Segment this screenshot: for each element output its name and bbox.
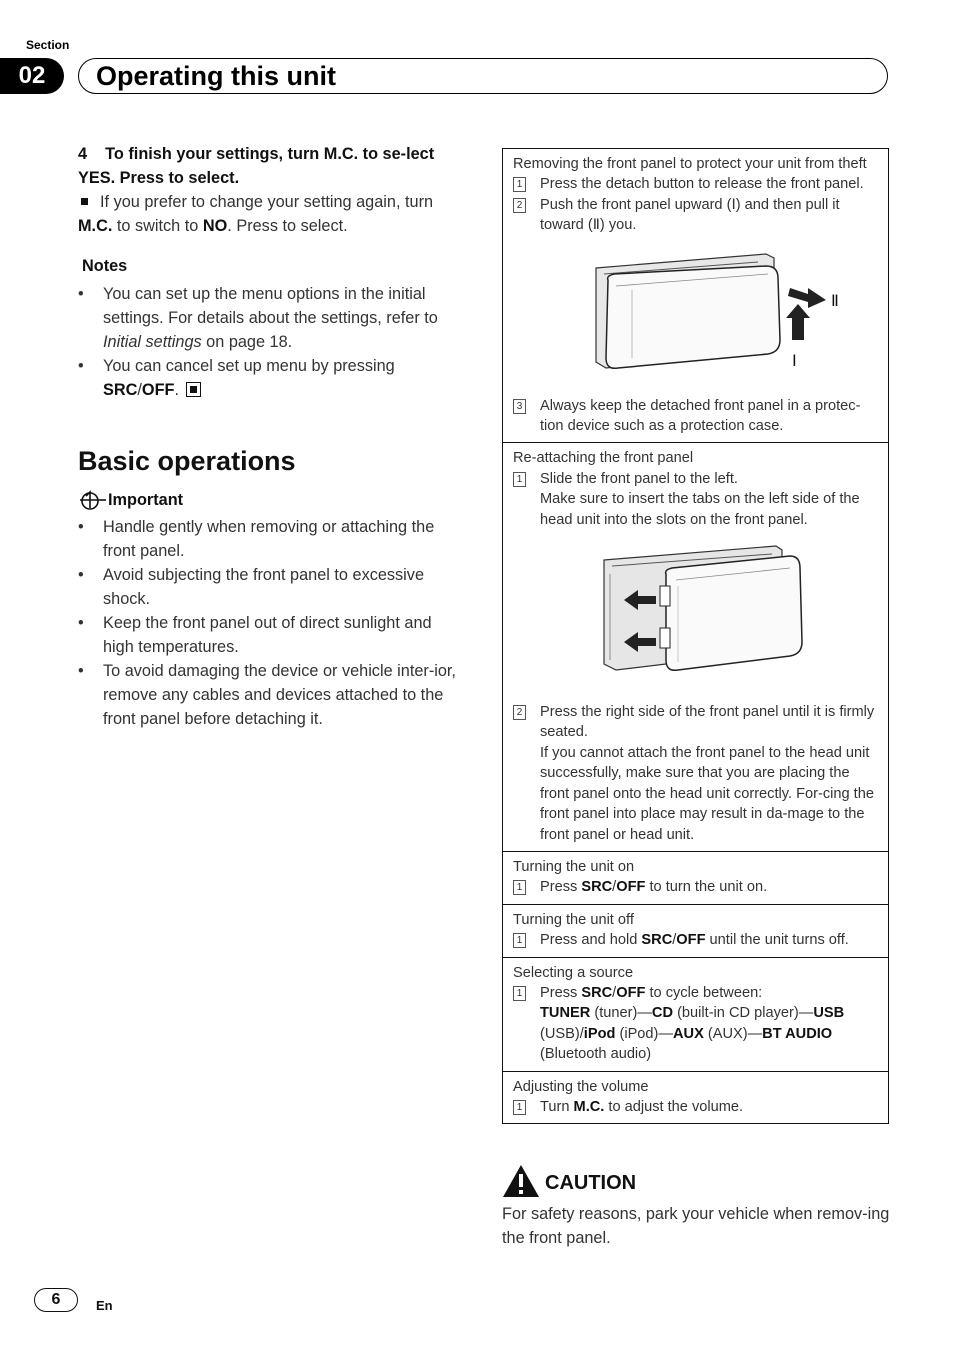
note-item xyxy=(78,354,466,402)
turn-off-cell xyxy=(503,904,888,957)
step-4-heading xyxy=(78,142,466,190)
attach-panel-illustration xyxy=(546,530,846,702)
step-4-bullet xyxy=(78,190,466,238)
important-item xyxy=(78,515,466,563)
source-step-1 xyxy=(513,983,878,1065)
bullet-dot-icon: • xyxy=(78,518,84,536)
notes-block xyxy=(78,254,466,402)
removing-step-2 xyxy=(513,195,878,236)
bullet-dot-icon: • xyxy=(78,566,84,584)
step-number-box: 1 xyxy=(513,177,526,192)
volume-step-1 xyxy=(513,1097,878,1117)
section-number: 02 xyxy=(0,58,64,94)
step-4-block xyxy=(78,142,466,238)
turn-off-step-1 xyxy=(513,930,878,950)
step-note: Make sure to insert the tabs on the left side of the head unit into the slots on the front panel. xyxy=(540,491,860,528)
source-title: Selecting a source xyxy=(513,964,634,981)
source-aux: AUX xyxy=(672,1025,704,1042)
src-label: SRC xyxy=(641,932,673,949)
removing-cell xyxy=(503,149,888,442)
source-cd: CD xyxy=(651,1005,674,1022)
separator: / xyxy=(612,879,617,896)
caution-title: CAUTION xyxy=(545,1172,637,1194)
step-number-box: 1 xyxy=(513,1100,526,1115)
removing-illustration xyxy=(513,236,878,396)
step-note: If you cannot attach the front panel to the head unit successfully, make sure that you are placing the front panel onto the head unit correctly. For-cing the front panel into place may result in da-mage to the front panel or head unit. xyxy=(540,744,874,843)
turn-on-title: Turning the unit on xyxy=(513,858,635,875)
step-text: Turn xyxy=(540,1098,574,1115)
basic-operations-heading: Basic operations xyxy=(78,446,296,476)
important-heading xyxy=(78,488,466,512)
bullet-text: to switch to xyxy=(112,217,203,235)
important-block xyxy=(78,488,466,731)
note-reference: Initial settings xyxy=(103,333,202,351)
square-bullet-icon xyxy=(81,198,88,205)
reattaching-illustration xyxy=(513,530,878,702)
fig-label-1: Ⅰ xyxy=(791,352,797,370)
warning-icon xyxy=(502,1164,540,1198)
step-number-box: 3 xyxy=(513,399,526,414)
step-number-box: 1 xyxy=(513,880,526,895)
important-text: Keep the front panel out of direct sunlight and high temperatures. xyxy=(103,614,432,656)
source-bt-audio: BT AUDIO xyxy=(762,1025,833,1042)
bullet-dot-icon: • xyxy=(78,357,84,375)
important-icon xyxy=(78,490,108,510)
notes-title: Notes xyxy=(82,257,128,275)
note-text: on page 18. xyxy=(201,333,293,351)
separator: / xyxy=(137,381,142,399)
reattaching-cell xyxy=(503,442,888,850)
note-text: . xyxy=(174,381,180,399)
step-number-box: 1 xyxy=(513,986,526,1001)
off-label: OFF xyxy=(141,381,175,399)
source-tuner: TUNER xyxy=(540,1005,591,1022)
step-text: Press xyxy=(540,984,582,1001)
operations-table xyxy=(502,148,889,1124)
src-label: SRC xyxy=(581,879,613,896)
turn-on-step-1 xyxy=(513,877,878,897)
reattaching-title: Re-attaching the front panel xyxy=(513,450,694,467)
step-number-box: 1 xyxy=(513,933,526,948)
step-number: 4 xyxy=(78,145,88,163)
source-desc: (USB)/ xyxy=(540,1025,584,1042)
end-mark-icon xyxy=(186,382,201,397)
step-heading-text: To finish your settings, turn M.C. to se-lect YES. Press to select. xyxy=(78,145,435,187)
source-usb: USB xyxy=(813,1005,845,1022)
page-title: Operating this unit xyxy=(96,61,336,91)
src-label: SRC xyxy=(103,381,138,399)
bullet-dot-icon: • xyxy=(78,285,84,303)
mc-label: M.C. xyxy=(78,217,113,235)
note-item xyxy=(78,282,466,354)
step-text: Press the right side of the front panel until it is firmly seated. xyxy=(540,704,875,741)
important-item xyxy=(78,611,466,659)
detach-panel-illustration xyxy=(546,236,846,396)
bullet-dot-icon: • xyxy=(78,662,84,680)
step-number-box: 2 xyxy=(513,198,526,213)
step-text: Press the detach button to release the front panel. xyxy=(540,176,864,193)
step-text: Press xyxy=(540,879,582,896)
bullet-text: If you prefer to change your setting again, turn xyxy=(100,193,434,211)
no-label: NO xyxy=(202,217,228,235)
volume-title: Adjusting the volume xyxy=(513,1078,649,1095)
fig-label-2: Ⅱ xyxy=(830,292,839,310)
turn-on-cell xyxy=(503,851,888,904)
note-text: You can set up the menu options in the initial settings. For details about the settings, refer to xyxy=(103,285,438,327)
caution-text: For safety reasons, park your vehicle when remov-ing the front panel. xyxy=(502,1205,890,1247)
separator: / xyxy=(612,984,617,1001)
off-label: OFF xyxy=(616,984,646,1001)
volume-cell xyxy=(503,1071,888,1124)
step-text: to turn the unit on. xyxy=(645,879,768,896)
step-text: Always keep the detached front panel in a protec-tion device such as a protection case. xyxy=(540,397,861,435)
source-cell xyxy=(503,957,888,1071)
section-label: Section xyxy=(26,38,70,52)
reattaching-step-2 xyxy=(513,702,878,845)
important-text: Avoid subjecting the front panel to excessive shock. xyxy=(103,566,424,608)
removing-step-1 xyxy=(513,174,878,194)
important-text: Handle gently when removing or attaching the front panel. xyxy=(103,518,435,560)
step-number-box: 1 xyxy=(513,472,526,487)
mc-label: M.C. xyxy=(573,1098,605,1115)
source-desc: (Bluetooth audio) xyxy=(540,1046,652,1063)
page-number: 6 xyxy=(34,1288,78,1312)
step-text: Push the front panel upward (Ⅰ) and then pull it toward (Ⅱ) you. xyxy=(540,196,840,234)
step-text: Slide the front panel to the left. xyxy=(540,470,738,487)
step-text: until the unit turns off. xyxy=(705,932,849,949)
turn-off-title: Turning the unit off xyxy=(513,911,634,928)
step-text: Press and hold xyxy=(540,932,642,949)
bullet-text: . Press to select. xyxy=(227,217,348,235)
important-text: To avoid damaging the device or vehicle inter-ior, remove any cables and devices attached to the front panel before detaching it. xyxy=(103,662,456,728)
source-ipod: iPod xyxy=(583,1025,616,1042)
source-desc: (tuner)— xyxy=(590,1005,652,1022)
language-label: En xyxy=(96,1298,113,1313)
bullet-dot-icon: • xyxy=(78,614,84,632)
note-text: You can cancel set up menu by pressing xyxy=(103,357,395,375)
src-label: SRC xyxy=(581,984,613,1001)
off-label: OFF xyxy=(616,879,646,896)
step-text: to cycle between: xyxy=(645,984,763,1001)
step-text: to adjust the volume. xyxy=(604,1098,744,1115)
source-desc: (built-in CD player)— xyxy=(673,1005,814,1022)
source-desc: (AUX)— xyxy=(703,1025,763,1042)
important-label: Important xyxy=(108,491,184,509)
off-label: OFF xyxy=(676,932,706,949)
reattaching-step-1 xyxy=(513,469,878,530)
step-number-box: 2 xyxy=(513,705,526,720)
source-desc: (iPod)— xyxy=(615,1025,673,1042)
important-item xyxy=(78,659,466,731)
separator: / xyxy=(672,932,677,949)
removing-step-3 xyxy=(513,396,878,437)
important-item xyxy=(78,563,466,611)
removing-title: Removing the front panel to protect your unit from theft xyxy=(513,156,867,172)
